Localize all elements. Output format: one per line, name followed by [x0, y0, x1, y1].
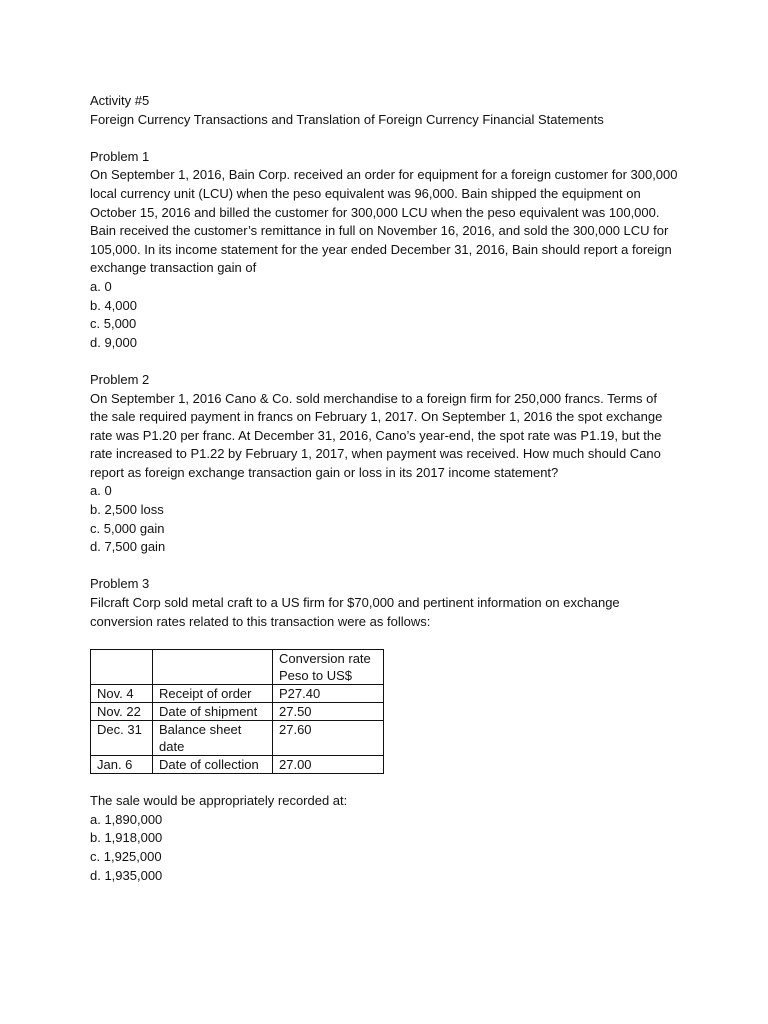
header-line-1: Conversion rate — [279, 651, 371, 667]
document-page — [90, 92, 690, 885]
problem-3-text: Filcraft Corp sold metal craft to a US firm for $70,000 and pertinent information on exchange conversion rates related to this transaction were as follows: — [90, 595, 620, 629]
choice-c: c. 5,000 — [90, 316, 137, 332]
problem-2 — [90, 371, 690, 557]
spacer — [90, 557, 690, 576]
table-row — [91, 721, 384, 756]
event-cell: Date of shipment — [153, 703, 273, 721]
choice-b: b. 4,000 — [90, 297, 137, 313]
event-cell: Date of collection — [153, 756, 273, 774]
problem-2-choices — [90, 482, 690, 556]
rate-cell: 27.00 — [273, 756, 384, 774]
date-cell: Nov. 4 — [91, 685, 153, 703]
date-cell: Dec. 31 — [91, 721, 153, 756]
problem-2-text: On September 1, 2016 Cano & Co. sold merchandise to a foreign firm for 250,000 francs. Terms of the sale required payment in francs on February 1, 2017. On September 1, 2016 the spot exchange rate was P1.20 per franc. At December 31, 2016, Cano’s year-end, the spot rate was P1.19, but the rate increased to P1.22 by February 1, 2017, when payment was received. How much should Cano report as foreign exchange transaction gain or loss in its 2017 income statement? — [90, 390, 663, 480]
rate-cell: P27.40 — [273, 685, 384, 703]
choice-d: d. 9,000 — [90, 334, 137, 350]
problem-1-title: Problem 1 — [90, 148, 150, 164]
choice-d: d. 1,935,000 — [90, 867, 163, 883]
activity-title: Activity #5 — [90, 93, 150, 108]
table-row — [91, 685, 384, 703]
event-cell: Receipt of order — [153, 685, 273, 703]
table-header-rate — [273, 650, 384, 685]
document-subtitle: Foreign Currency Transactions and Translation of Foreign Currency Financial Statements — [90, 111, 604, 127]
choice-a: a. 1,890,000 — [90, 811, 163, 827]
date-cell: Jan. 6 — [91, 756, 153, 774]
problem-3 — [90, 575, 690, 885]
spacer — [90, 352, 690, 371]
choice-c: c. 1,925,000 — [90, 849, 162, 864]
date-cell: Nov. 22 — [91, 703, 153, 721]
conversion-rate-table — [90, 649, 384, 774]
table-header-empty-cell — [153, 650, 273, 685]
choice-b: b. 2,500 loss — [90, 502, 164, 518]
event-cell: Balance sheet date — [153, 721, 273, 756]
problem-1-choices — [90, 278, 690, 352]
header-line-2: Peso to US$ — [279, 668, 352, 684]
choice-c: c. 5,000 gain — [90, 520, 165, 536]
choice-a: a. 0 — [90, 483, 112, 499]
choice-a: a. 0 — [90, 278, 112, 294]
problem-1-text: On September 1, 2016, Bain Corp. received an order for equipment for a foreign customer for 300,000 local currency unit (LCU) when the peso equivalent was 96,000. Bain shipped the equipment on October 15, 2016 and billed the customer for 300,000 LCU when the peso equivalent was 100,000. Bain received the customer’s remittance in full on November 16, 2016, and sold the 300,000 LCU for 105,000. In its income statement for the year ended December 31, 2016, Bain should report a foreign exchange transaction gain of — [90, 167, 678, 276]
table-row — [91, 756, 384, 774]
spacer — [90, 129, 690, 148]
problem-2-title: Problem 2 — [90, 371, 150, 387]
table-header-empty-cell — [91, 650, 153, 685]
problem-1 — [90, 148, 690, 353]
problem-3-title: Problem 3 — [90, 576, 150, 592]
rate-cell: 27.60 — [273, 721, 384, 756]
table-row — [91, 703, 384, 721]
problem-3-choices — [90, 811, 690, 885]
choice-d: d. 7,500 gain — [90, 539, 166, 555]
table-header-row — [91, 650, 384, 685]
rate-cell: 27.50 — [273, 703, 384, 721]
choice-b: b. 1,918,000 — [90, 830, 163, 846]
problem-3-question: The sale would be appropriately recorded at: — [90, 793, 348, 809]
